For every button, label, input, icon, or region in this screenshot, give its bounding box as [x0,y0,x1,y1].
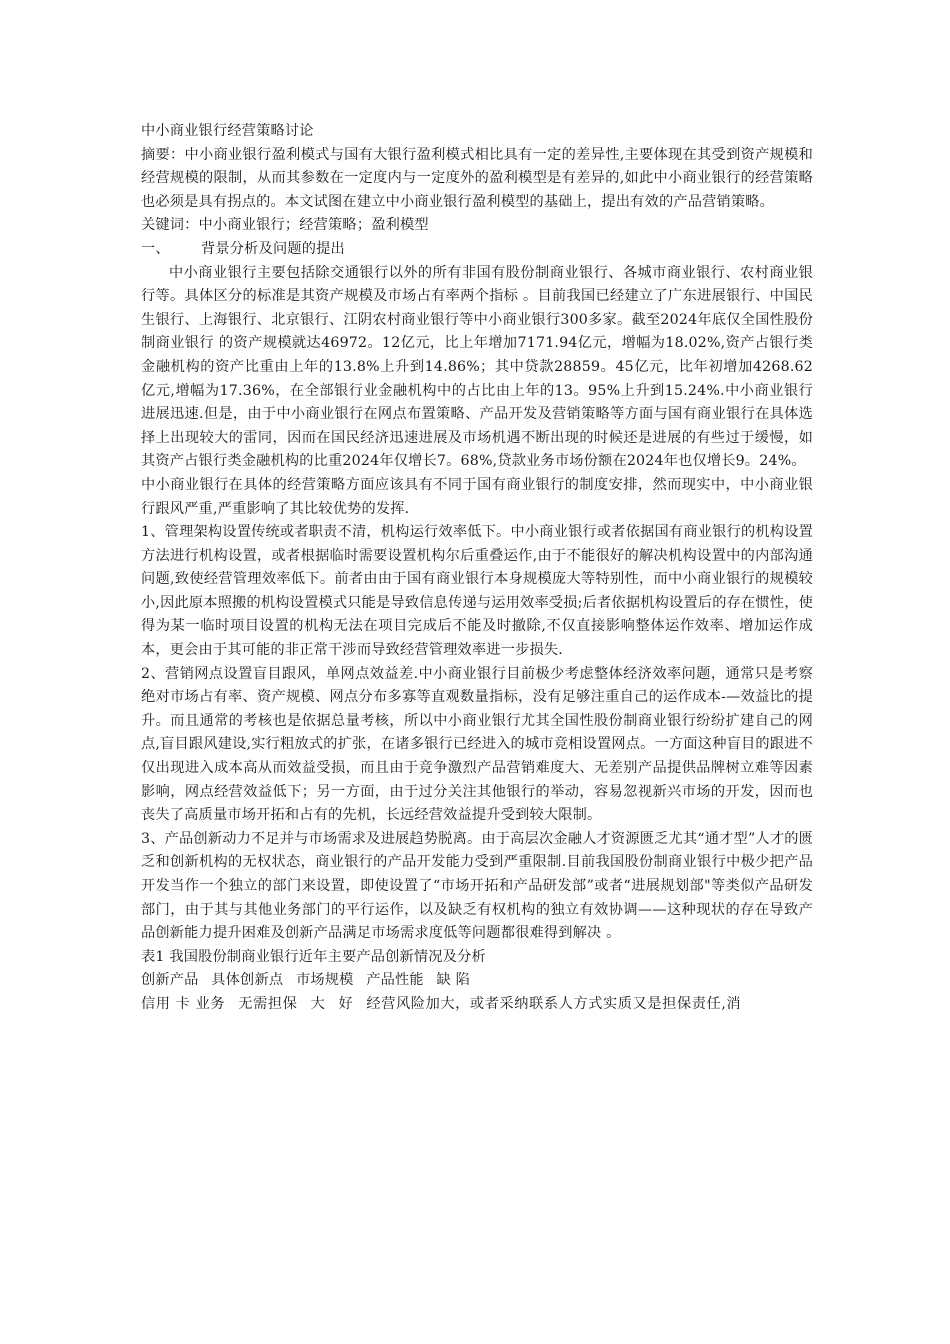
table-row [141,993,813,1017]
abstract: 摘要：中小商业银行盈利模式与国有大银行盈利模式相比具有一定的差异性,主要体现在其受到资产规模和经营规模的限制，从而其参数在一定度内与一定度外的盈利模型是有差异的,如此中小商业银行的经营策略也必须是具有拐点的。本文试图在建立中小商业银行盈利模型的基础上，提出有效的产品营销策略。 [141,146,813,210]
document-title: 中小商业银行经营策略讨论 [141,123,314,139]
section-heading [141,238,813,262]
table-cell: 信用 卡 业务 [141,995,226,1012]
table-cell: 无需担保 [238,995,298,1012]
paragraph-point-2: 2、营销网点设置盲目跟风，单网点效益差.中小商业银行目前极少考虑整体经济效率问题，通常只是考察绝对市场占有率、资产规模、网点分布多寡等直观数量指标，没有足够注重自己的运作成本-—效益比的提升。而且通常的考核也是依据总量考核，所以中小商业银行尤其全国性股份制商业银行纷纷扩建自己的网点,盲目跟风建设,实行粗放式的扩张，在诸多银行已经进入的城市竞相设置网点。一方面这种盲目的跟进不仅出现进入成本高从而效益受损，而且由于竞争激烈产品营销难度大、无差别产品提供品牌树立难等因素影响，网点经营效益低下；另一方面，由于过分关注其他银行的举动，容易忽视新兴市场的开发，因而也丧失了高质量市场开拓和占有的先机，长远经营效益提升受到较大限制。 [141,665,813,824]
paragraph-point-1: 1、管理架构设置传统或者职责不清，机构运行效率低下。中小商业银行或者依据国有商业银行的机构设置方法进行机构设置，或者根据临时需要设置机构尔后重叠运作,由于不能很好的解决机构设置中的内部沟通问题,致使经营管理效率低下。前者由由于国有商业银行本身规模庞大等特别性，而中小商业银行的规模较小,因此原本照搬的机构设置模式只能是导致信息传递与运用效率受损;后者依据机构设置后的存在惯性，使得为某一临时项目设置的机构无法在项目完成后不能及时撤除,不仅直接影响整体运作效率、增加运作成本，更会由于其可能的非正常干涉而导致经营管理效率进一步损失. [141,524,813,659]
paragraph-point-3: 3、产品创新动力不足并与市场需求及进展趋势脱离。由于高层次金融人才资源匮乏尤其“通才型”人才的匮乏和创新机构的无权状态，商业银行的产品开发能力受到严重限制.目前我国股份制商业银行中极少把产品开发当作一个独立的部门来设置，即使设置了“市场开拓和产品研发部”或者“进展规划部"等类似产品研发部门，由于其与其他业务部门的平行运作，以及缺乏有权机构的独立有效协调——这种现状的存在导致产品创新能力提升困难及创新产品满足市场需求度低等问题都很难得到解决 。 [141,830,813,942]
table-header-cell: 产品性能 [366,972,424,989]
table-cell: 好 [338,995,354,1012]
table-header-row [141,969,813,993]
document-page [141,120,813,1017]
paragraph-background: 中小商业银行主要包括除交通银行以外的所有非国有股份制商业银行、各城市商业银行、农村商业银行等。具体区分的标准是其资产规模及市场占有率两个指标 。目前我国已经建立了广东进展银行、中国民生银行、上海银行、北京银行、江阴农村商业银行等中小商业银行300多家。截至2024年底仅全国性股份制商业银行 的资产规模就达46972。12亿元，比上年增加7171.94亿元，增幅为18.02%,资产占银行类金融机构的资产比重由上年的13.8%上升到14.86%；其中贷款28859。45亿元，比年初增加4268.62亿元,增幅为17.36%，在全部银行业金融机构中的占比由上年的13。95%上升到15.24%.中小商业银行进展迅速.但是，由于中小商业银行在网点布置策略、产品开发及营销策略等方面与国有商业银行在具体选择上出现较大的雷同，因而在国民经济迅速进展及市场机遇不断出现的时候还是进展的有些过于缓慢，如其资产占银行类金融机构的比重2024年仅增长7。68%,贷款业务市场份额在2024年也仅增长9。24%。 [141,264,813,470]
paragraph-strategy: 中小商业银行在具体的经营策略方面应该具有不同于国有商业银行的制度安排，然而现实中，中小商业银行跟风严重,严重影响了其比较优势的发挥. [141,476,813,517]
table-header-cell: 市场规模 [295,972,354,989]
table-header-cell: 缺 陷 [436,972,471,989]
table-cell: 大 [310,995,326,1012]
keywords: 关键词：中小商业银行；经营策略；盈利模型 [141,217,429,234]
section-number: 一、 [141,240,170,257]
table-caption: 表1 我国股份制商业银行近年主要产品创新情况及分析 [141,948,486,965]
table-header-cell: 创新产品 [141,972,199,989]
table-cell: 经营风险加大，或者采纳联系人方式实质又是担保责任,消 [366,995,742,1012]
section-title: 背景分析及问题的提出 [201,240,345,257]
table-header-cell: 具体创新点 [211,972,284,989]
